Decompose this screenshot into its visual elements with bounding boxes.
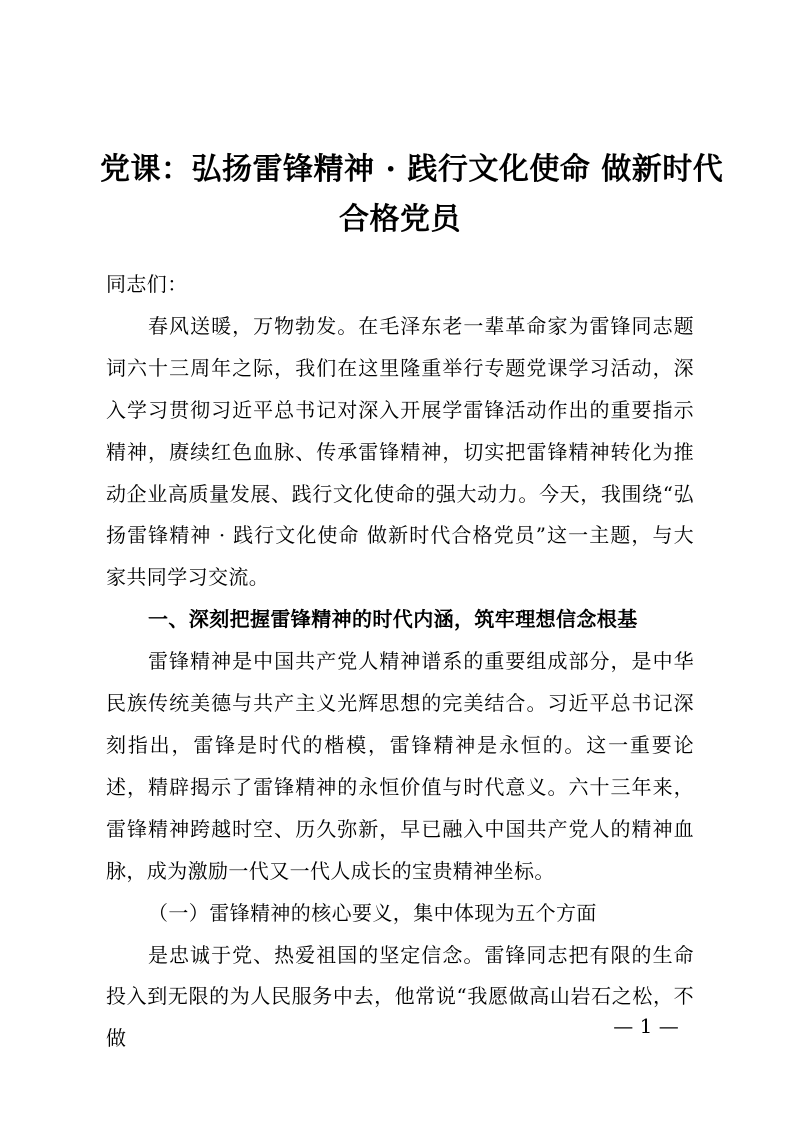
page-number: — 1 — [613,1014,679,1038]
title-line-1: 党课：弘扬雷锋精神 · 践行文化使命 做新时代 [100,152,724,187]
salutation: 同志们： [106,272,188,296]
title-line-2: 合格党员 [339,202,461,237]
section-1-paragraph: 雷锋精神是中国共产党人精神谱系的重要组成部分，是中华民族传统美德与共产主义光辉思想的完美结合。习近平总书记深刻指出，雷锋是时代的楷模，雷锋精神是永恒的。这一重要论述，精辟揭示了雷锋精神的永恒价值与时代意义。六十三年来，雷锋精神跨越时空、历久弥新，早已融入中国共产党人的精神血脉，成为激励一代又一代人成长的宝贵精神坐标。 [106,649,694,883]
subsection-heading-1: （一）雷锋精神的核心要义，集中体现为五个方面 [148,900,597,925]
section-heading-1: 一、深刻把握雷锋精神的时代内涵，筑牢理想信念根基 [148,607,638,632]
document-body [106,264,694,1060]
intro-paragraph: 春风送暖，万物勃发。在毛泽东老一辈革命家为雷锋同志题词六十三周年之际，我们在这里隆重举行专题党课学习活动，深入学习贯彻习近平总书记对深入开展学雷锋活动作出的重要指示精神，赓续红色血脉、传承雷锋精神，切实把雷锋精神转化为推动企业高质量发展、践行文化使命的强大动力。今天，我围绕“弘扬雷锋精神 · 践行文化使命 做新时代合格党员”这一主题，与大家共同学习交流。 [106,313,694,590]
subsection-1-paragraph: 是忠诚于党、热爱祖国的坚定信念。雷锋同志把有限的生命投入到无限的为人民服务中去，他常说“我愿做高山岩石之松，不做 [106,942,694,1051]
document-title [100,145,724,245]
